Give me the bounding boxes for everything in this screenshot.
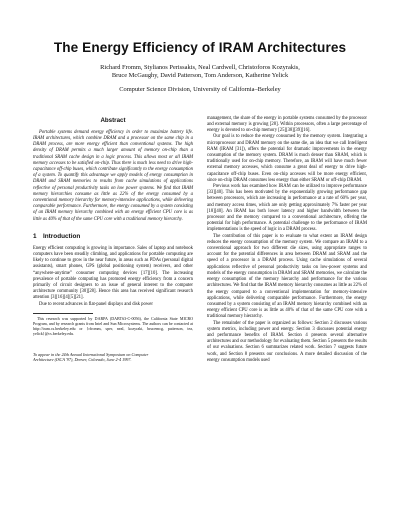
footnote-text: This research was supported by DARPA (DABT63-C-0056), the California State MICRO Program, and by research grants from Intel and Sun Microsystems. The authors can be contacted at http://iram.cs.berkeley.edu or {rfromm, sper, neal, kozyraki, brucemcg, patterson, tea, yelick}@cs.berkeley.edu. [33,315,193,336]
section-title: Introduction [43,232,81,240]
paper-title: The Energy Efficiency of IRAM Architectures [53,40,347,55]
affiliation: Computer Science Division, University of California–Berkeley [119,85,281,93]
authors-line-1: Richard Fromm, Stylianos Perissakis, Neal Cardwell, Christoforos Kozyrakis, [100,64,300,71]
abstract-body [33,130,193,223]
right-paragraph-2: Our goal is to reduce the energy consumed by the memory system. Integrating a microprocessor and DRAM memory on the same die, an idea that we call Intelligent RAM (IRAM [31]), offers the potential for dramatic improvements in the energy consumption of the memory system. DRAM is much denser than SRAM, which is traditionally used for on-chip memory. Therefore, an IRAM will have much fewer external memory accesses, which consume a great deal of energy to drive high-capacitance off-chip buses. Even on-chip accesses will be more energy efficient, since on-chip DRAM consumes less energy than either SRAM or off-chip DRAM. [207,134,367,183]
right-column [207,116,367,364]
footnote [33,316,193,336]
section-number: 1 [33,232,37,240]
author-list [33,64,367,81]
abstract-text: Portable systems demand energy efficiency in order to maximize battery life. IRAM architectures, which combine DRAM and a processor on the same chip in a DRAM process, are more energy efficient than conventional systems. The high density of DRAM permits a much larger amount of memory on-chip than a traditional SRAM cache design in a logic process. This allows most or all IRAM memory accesses to be satisfied on-chip. Thus there is much less need to drive high-capacitance off-chip buses, which contribute significantly to the energy consumption of a system. To quantify this advantage we apply models of energy consumption in DRAM and SRAM memories to results from cache simulations of applications reflective of personal productivity tasks on low power systems. We find that IRAM memory hierarchies consume as little as 22% of the energy consumed by a conventional memory hierarchy for memory-intensive applications, while delivering comparable performance. Furthermore, the energy consumed by a system consisting of an IRAM memory hierarchy combined with an energy efficient CPU core is as little as 40% of that of the same CPU core with a traditional memory hierarchy. [33,129,193,222]
introduction-heading [33,233,193,241]
left-column [33,116,193,364]
publication-note [33,352,193,363]
abstract-heading: Abstract [100,116,126,124]
right-paragraph-4: The contribution of this paper is to evaluate to what extent an IRAM design reduces the energy consumption of the memory system. We compare an IRAM to a conventional approach for two different die sizes, using appropriate ranges to account for the potential differences in area between DRAM and SRAM and the speed of a processor in a DRAM process. Using cache simulations of several applications reflective of personal productivity tasks on low-power systems and models of the energy consumption in DRAM and SRAM memories, we calculate the energy consumption of the memory hierarchy and performance for the various architectures. We find that the IRAM memory hierarchy consumes as little as 22% of the energy compared to a conventional implementation for memory-intensive applications, while delivering comparable performance. Furthermore, the energy consumed by a system consisting of an IRAM memory hierarchy combined with an energy efficient CPU core is as little as 40% of that of the same CPU core with a traditional memory hierarchy. [207,233,367,320]
publication-note-line-2: Architecture (ISCA '97), Denver, Colorado, June 2-4 1997. [33,357,132,363]
right-paragraph-5: The remainder of the paper is organized as follows: Section 2 discusses various system metrics, including power and energy. Section 3 discusses potential energy and performance benefits of IRAM. Section 4 presents several alternative architectures and our methodology for evaluating them. Section 5 presents the results of our evaluations. Section 6 summarizes related work. Section 7 suggests future work, and Section 8 presents our conclusions. A more detailed discussion of the energy consumption models used [207,320,367,363]
right-paragraph-1: management, the share of the energy in portable systems consumed by the processor and external memory is growing [28]. Within processors, often a large percentage of energy is devoted to on-chip memory [25][38][39][16]. [207,115,367,134]
two-column-body [33,116,367,364]
footnote-rule [33,313,93,314]
intro-paragraph-2: Due to recent advances in flat-panel displays and disk power [39,301,153,307]
publication-note-line-1: To appear in the 24th Annual International Symposium on Computer [33,351,149,357]
right-paragraph-3: Previous work has examined how IRAM can be utilized to improve performance [33][40]. This has been motivated by the exponentially growing performance gap between processors, which are increasing in performance at a rate of 60% per year, and memory access times, which are only getting approximately 7% faster per year [18][40]. An IRAM has both lower latency and higher bandwidth between the processor and the memory compared to a conventional architecture, offering the potential for high performance. A potential challenge to the performance of IRAM implementations is the speed of logic in a DRAM process. [207,184,367,233]
intro-paragraph-1: Energy efficient computing is growing in importance. Sales of laptop and notebook computers have been steadily climbing, and applications for portable computing are likely to continue to grow in the near future, in areas such as PDAs (personal digital assistants), smart phones, GPS (global positioning system) receivers, and other “anywhere-anytime” consumer computing devices [17][10]. The increasing prevalence of portable computing has promoted energy efficiency from a concern primarily of circuit designers to an issue of general interest to the computer architecture community [30][28]. Hence this area has received significant research attention [3][16][4][5][21]. [33,245,193,301]
authors-line-2: Bruce McGaughy, David Patterson, Tom Anderson, Katherine Yelick [111,72,289,80]
